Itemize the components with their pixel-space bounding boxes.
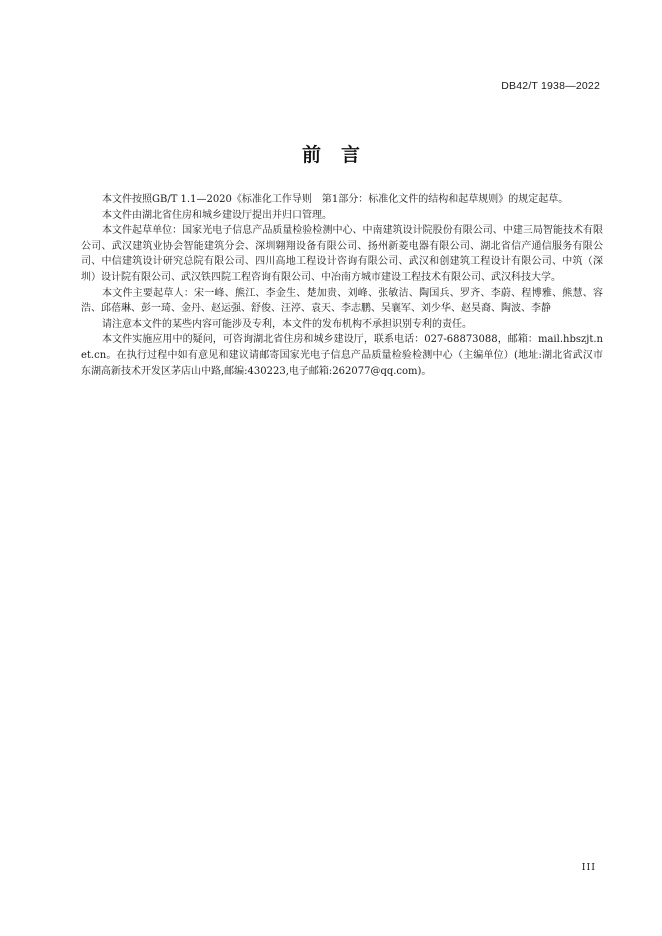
document-code: DB42/T 1938—2022 — [501, 80, 600, 92]
paragraph-drafters: 本文件主要起草人：宋一峰、熊江、李金生、楚加贵、刘峰、张敏洁、陶国兵、罗齐、李蔚、程博雅、熊慧、容浩、邱蓓琳、彭一琦、金丹、赵运强、舒俊、汪渟、袁天、李志鹏、吴襄军、刘少华、赵昊裔、陶波、李静 — [81, 287, 603, 315]
paragraph-drafting-basis: 本文件按照GB/T 1.1—2020《标准化工作导则 第1部分：标准化文件的结构和起草规则》的规定起草。 — [102, 194, 569, 205]
page-title: 前言 — [301, 144, 380, 166]
paragraph-drafting-units: 本文件起草单位：国家光电子信息产品质量检验检测中心、中南建筑设计院股份有限公司、中建三局智能技术有限公司、武汉建筑业协会智能建筑分会、深圳翱翔设备有限公司、扬州新菱电器有限公司、湖北省信产通信服务有限公司、中信建筑设计研究总院有限公司、四川高地工程设计咨询有限公司、武汉和创建筑工程设计有限公司、中筑（深圳）设计院有限公司、武汉铁四院工程咨询有限公司、中冶南方城市建设工程技术有限公司、武汉科技大学。 — [81, 225, 603, 283]
page-number: III — [581, 862, 596, 873]
paragraph-patent-notice: 请注意本文件的某些内容可能涉及专利，本文件的发布机构不承担识别专利的责任。 — [102, 318, 472, 330]
foreword-body — [81, 192, 603, 379]
paragraph-contact: 本文件实施应用中的疑问，可咨询湖北省住房和城乡建设厅，联系电话：027-68873088，邮箱：mail.hbszjt.net.cn。在执行过程中如有意见和建议请邮寄国家光电子信息产品质量检验检测中心（主编单位）(地址:湖北省武汉市东湖高新技术开发区茅店山中路,邮编:430223,电子邮箱:262077@qq.com)。 — [81, 334, 603, 377]
paragraph-proposer: 本文件由湖北省住房和城乡建设厅提出并归口管理。 — [102, 209, 332, 221]
